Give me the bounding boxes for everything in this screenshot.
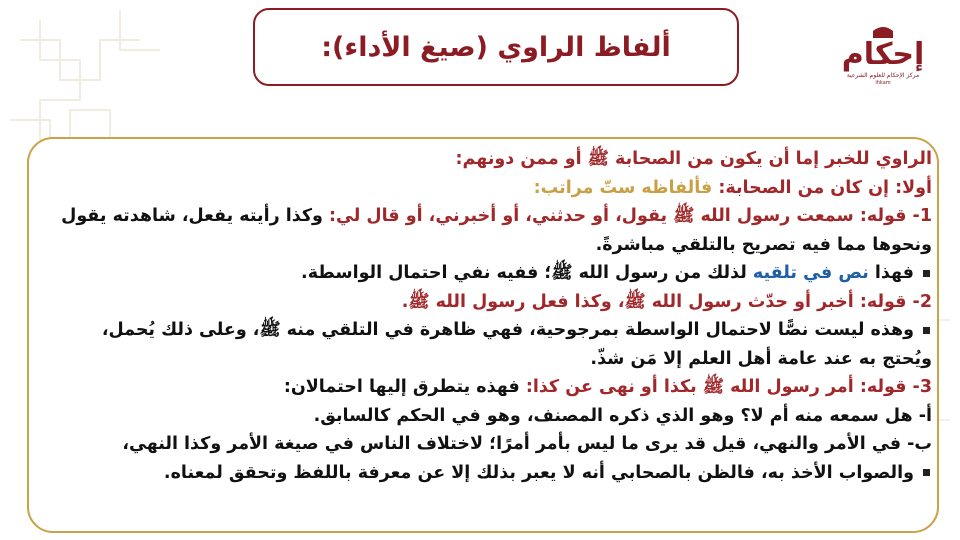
bullet-2-text: وهذه ليست نصًّا لاحتمال الواسطة بمرجوحية، فهي ظاهرة في التلقي منه ﷺ، وعلى ذلك يُحمل، (101, 320, 914, 340)
bullet-2-continued: ويُحتج به عند عامة أهل العلم إلا مَن شذّ. (590, 348, 932, 369)
option-b-label: ب- (901, 434, 932, 454)
item-2-formula: أخبر أو حدّث رسول الله ﷺ، وكذا فعل رسول الله ﷺ. (401, 291, 854, 312)
option-b-text: في الأمر والنهي، قيل قد يرى ما ليس بأمر أمرًا؛ لاختلاف الناس في صيغة الأمر وكذا النهي، (122, 434, 902, 454)
item-3 (44, 373, 932, 402)
bullet-1 (44, 259, 932, 288)
intro-line: الراوي للخبر إما أن يكون من الصحابة ﷺ أو ممن دونهم: (455, 149, 932, 169)
option-b (44, 430, 932, 459)
first-heading-b: فألفاظه ستّ مراتب: (533, 177, 713, 198)
bullet-1-a: فهذا (868, 263, 914, 283)
bullet-1-highlight: نص في تلقيه (752, 263, 869, 283)
logo-name: إحكام (841, 37, 925, 72)
first-heading (44, 174, 932, 203)
item-1 (44, 202, 932, 231)
bullet-3-text: والصواب الأخذ به، فالظن بالصحابي أنه لا يعبر بذلك إلا عن معرفة باللفظ وتحقق لمعناه. (163, 462, 914, 483)
bullet-3 (44, 459, 932, 488)
item-1-number: 1- قوله: (853, 206, 932, 226)
option-a-label: أ- (912, 405, 932, 426)
item-3-number: 3- قوله: (853, 377, 932, 397)
item-1-continued: ونحوها مما فيه تصريح بالتلقي مباشرةً. (595, 234, 932, 255)
item-3-rest: فهذه يتطرق إليها احتمالان: (283, 377, 520, 397)
item-2 (44, 288, 932, 317)
item-1-formula: سمعت رسول الله ﷺ يقول، أو حدثني، أو أخبرني، أو قال لي: (322, 206, 854, 226)
slide-content (44, 145, 932, 487)
bullet-2 (44, 316, 932, 345)
option-a (44, 402, 932, 431)
logo-subtitle: مركز الإحكام للعلوم الشرعية (846, 72, 920, 79)
ihkam-logo (841, 26, 925, 90)
first-heading-a: أولا: إن كان من الصحابة: (712, 177, 932, 198)
item-1-rest: وكذا رأيته يفعل، شاهدته يقول (61, 206, 323, 226)
item-2-number: 2- قوله: (853, 291, 932, 312)
slide-title: ألفاظ الراوي (صيغ الأداء): (321, 31, 671, 63)
bullet-icon (923, 469, 930, 476)
option-a-text: هل سمعه منه أم لا؟ وهو الذي ذكره المصنف، وهو في الحكم كالسابق. (313, 405, 913, 426)
logo-tagline: ihkam (875, 80, 891, 86)
bullet-1-b: لذلك من رسول الله ﷺ؛ ففيه نفي احتمال الواسطة. (301, 263, 753, 283)
item-3-formula: أمر رسول الله ﷺ بكذا أو نهى عن كذا: (519, 377, 854, 397)
bullet-icon (923, 327, 930, 334)
bullet-icon (923, 270, 930, 277)
slide-title-box (253, 8, 739, 86)
